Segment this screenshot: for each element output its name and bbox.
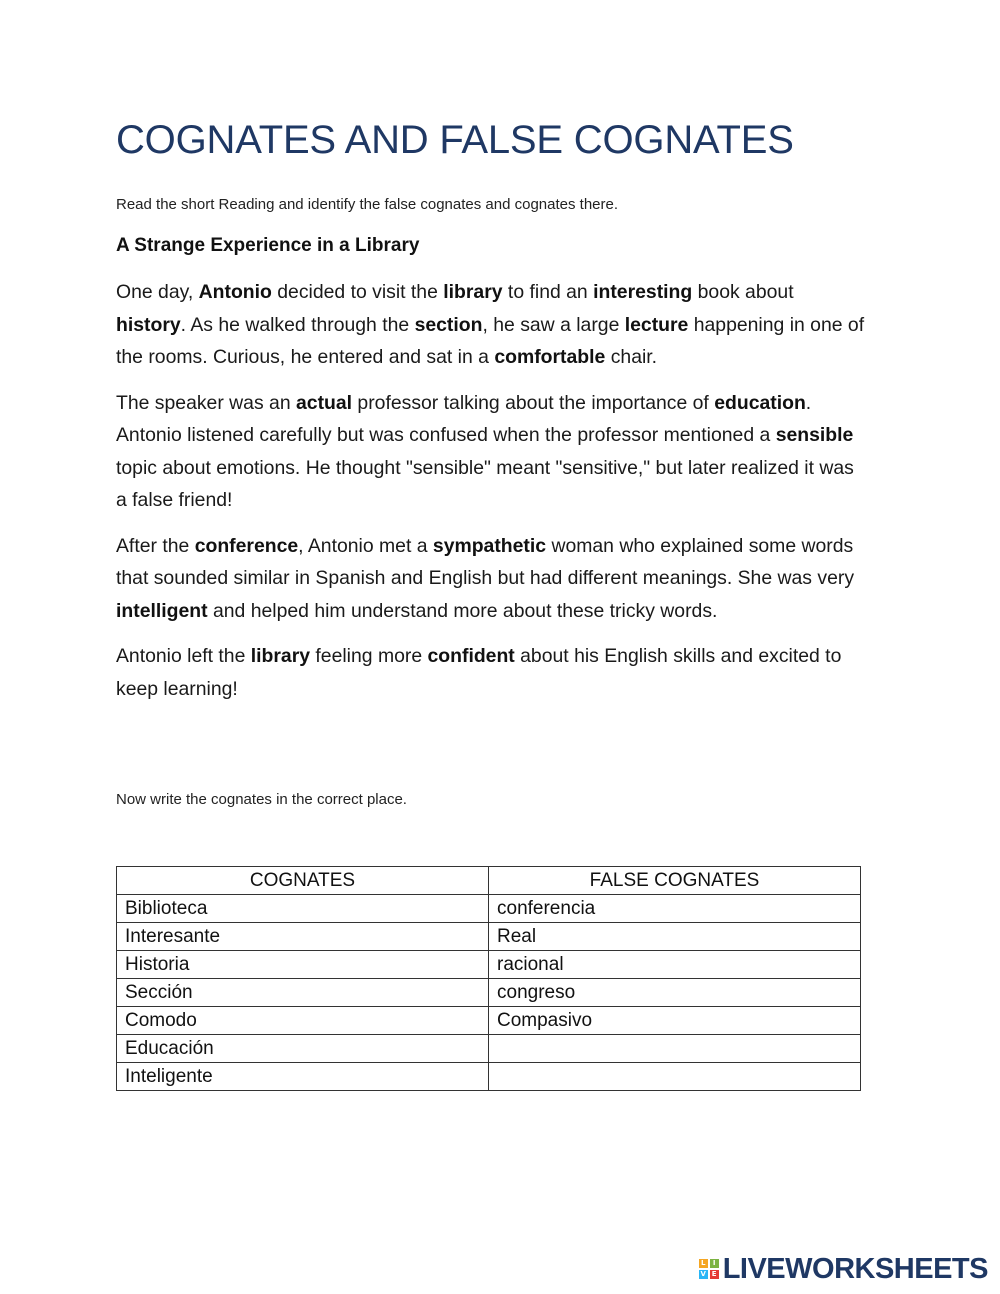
false-cognate-cell[interactable]: racional	[489, 951, 861, 979]
logo-mark-letter: L	[699, 1259, 708, 1268]
reading-instruction: Read the short Reading and identify the false cognates and cognates there.	[116, 196, 619, 213]
cognates-header: COGNATES	[117, 867, 489, 895]
cognate-cell[interactable]: Educación	[117, 1035, 489, 1063]
text-run: One day,	[116, 281, 199, 303]
table-row	[117, 1035, 861, 1063]
liveworksheets-logo	[699, 1254, 988, 1284]
story-paragraph-2	[116, 387, 868, 517]
keyword: education	[714, 391, 806, 414]
keyword: actual	[296, 391, 353, 414]
keyword: intelligent	[116, 599, 208, 622]
cognates-table	[116, 866, 861, 1091]
text-run: After the	[116, 534, 195, 557]
false-cognate-cell[interactable]: Compasivo	[489, 1007, 861, 1035]
keyword: sympathetic	[432, 534, 547, 557]
keyword: conference	[194, 534, 299, 557]
false-cognate-cell[interactable]: conferencia	[489, 895, 861, 923]
table-row	[117, 1063, 861, 1091]
story-paragraph-3	[116, 530, 868, 628]
keyword: comfortable	[494, 346, 606, 368]
cognate-cell[interactable]: Interesante	[117, 923, 489, 951]
text-run: , he saw a large	[482, 313, 625, 336]
story-paragraph-1	[116, 276, 868, 374]
text-run: about his English skills and excited to keep learning!	[116, 645, 842, 700]
table-row	[117, 923, 861, 951]
table-row	[117, 951, 861, 979]
text-run: feeling more	[310, 645, 428, 667]
keyword: section	[414, 313, 483, 336]
text-run: . Antonio listened carefully but was confused when the professor mentioned a	[116, 391, 812, 446]
cognate-cell[interactable]: Historia	[117, 951, 489, 979]
story-body	[116, 276, 868, 718]
text-run: . As he walked through the	[180, 313, 415, 336]
table-header-row	[117, 867, 861, 895]
text-run: book about	[692, 281, 794, 303]
logo-mark-letter: E	[710, 1270, 719, 1279]
logo-mark-letter: V	[700, 1270, 706, 1278]
keyword: confident	[427, 645, 515, 667]
false-cognates-header: FALSE COGNATES	[489, 867, 861, 895]
table-row	[117, 1007, 861, 1035]
logo-mark-letter: I	[710, 1259, 719, 1268]
false-cognate-cell[interactable]	[489, 1063, 861, 1091]
keyword: library	[443, 281, 503, 303]
text-run: to find an	[502, 281, 594, 303]
logo-mark-icon	[699, 1259, 719, 1279]
text-run: The speaker was an	[116, 391, 296, 414]
cognate-cell[interactable]: Inteligente	[117, 1063, 489, 1091]
text-run: topic about emotions. He thought "sensible" meant "sensitive," but later realized it was a false friend!	[116, 456, 854, 511]
keyword: lecture	[624, 313, 689, 336]
false-cognate-cell[interactable]: congreso	[489, 979, 861, 1007]
text-run: happening in one of the rooms. Curious, he entered and sat in a	[116, 313, 865, 368]
story-title: A Strange Experience in a Library	[116, 235, 420, 256]
table-row	[117, 979, 861, 1007]
keyword: sensible	[775, 424, 854, 446]
table-row	[117, 895, 861, 923]
keyword: library	[250, 645, 311, 667]
cognate-cell[interactable]: Biblioteca	[117, 895, 489, 923]
text-run: decided to visit the	[271, 281, 444, 303]
logo-text: LIVEWORKSHEETS	[722, 1252, 988, 1285]
text-run: Antonio left the	[116, 645, 251, 667]
text-run: and helped him understand more about these tricky words.	[207, 599, 718, 622]
table-instruction: Now write the cognates in the correct place.	[116, 791, 407, 808]
false-cognate-cell[interactable]: Real	[489, 923, 861, 951]
page-title: COGNATES AND FALSE COGNATES	[116, 118, 794, 162]
text-run: professor talking about the importance of	[352, 391, 715, 414]
false-cognate-cell[interactable]	[489, 1035, 861, 1063]
cognate-cell[interactable]: Comodo	[117, 1007, 489, 1035]
keyword: history	[116, 313, 181, 336]
text-run: , Antonio met a	[298, 534, 433, 557]
story-paragraph-4	[116, 640, 868, 705]
keyword: interesting	[593, 281, 693, 303]
keyword: Antonio	[198, 281, 272, 303]
text-run: chair.	[605, 346, 658, 368]
text-run: woman who explained some words that sounded similar in Spanish and English but had different meanings. She was very	[116, 534, 855, 589]
cognate-cell[interactable]: Sección	[117, 979, 489, 1007]
